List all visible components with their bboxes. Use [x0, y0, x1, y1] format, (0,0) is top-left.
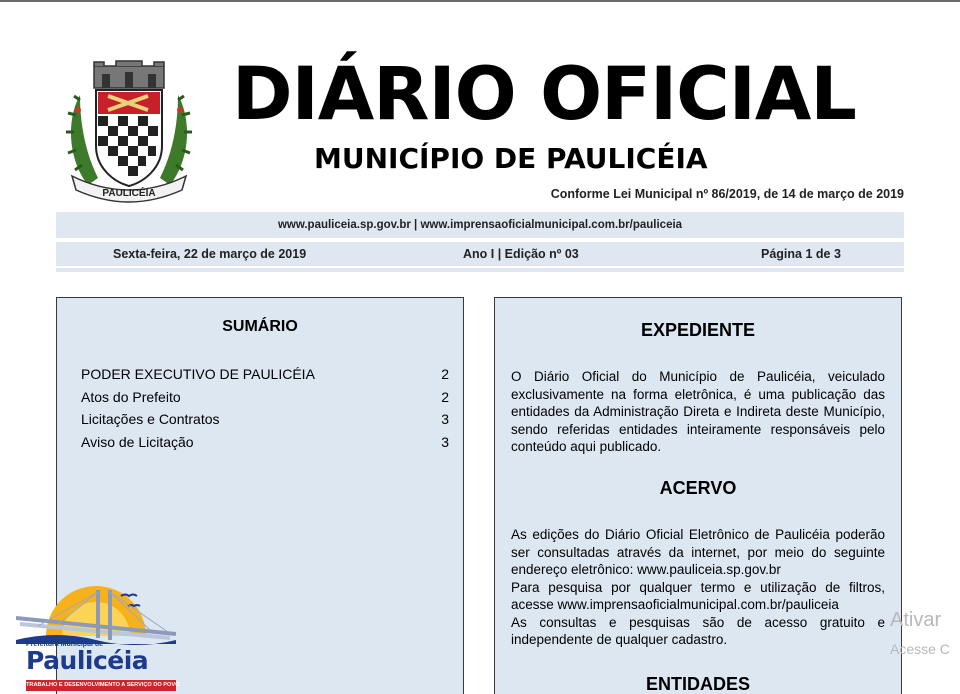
info-box: [494, 297, 902, 694]
expediente-text: O Diário Oficial do Município de Paulicéia, veiculado exclusivamente na forma eletrônica, é uma publicação das entidades da Administração Direta e Indireta deste Município, sendo referidas entidades inteiramente responsáveis pelo conteúdo aqui publicado.: [511, 369, 885, 454]
band-divider: [56, 268, 904, 272]
summary-item[interactable]: Aviso de Licitação 3: [81, 434, 449, 451]
law-reference: Conforme Lei Municipal nº 86/2019, de 14 de março de 2019: [550, 187, 904, 201]
expediente-title: EXPEDIENTE: [640, 320, 756, 340]
svg-text:PAULICÉIA: PAULICÉIA: [102, 188, 156, 199]
logo-slogan: TRABALHO E DESENVOLVIMENTO A SERVIÇO DO POVO: [26, 680, 176, 691]
page-count: Página 1 de 3: [761, 247, 841, 261]
edition-date: Sexta-feira, 22 de março de 2019: [113, 247, 307, 261]
top-rule: [0, 0, 960, 2]
url-band: www.pauliceia.sp.gov.br | www.imprensaoficialmunicipal.com.br/pauliceia: [56, 212, 904, 238]
municipal-logo-icon: [16, 576, 176, 694]
summary-item[interactable]: Licitações e Contratos 3: [81, 411, 449, 428]
entidades-title: ENTIDADES: [645, 674, 750, 694]
page-subtitle: MUNICÍPIO DE PAULICÉIA: [314, 142, 708, 175]
summary-item[interactable]: Atos do Prefeito 2: [81, 388, 449, 405]
acervo-title: ACERVO: [659, 478, 737, 498]
logo-prefeitura-text: Prefeitura Municipal de: [26, 641, 104, 648]
acervo-text: As edições do Diário Oficial Eletrônico de Paulicéia poderão ser consultadas através da internet, por meio do seguinte endereço eletrônico: www.pauliceia.sp.gov.br Para pesquisa por qualquer termo e utilização de filtros, acesse www.imprensaoficialmunicipal.com.br/pauliceia As consultas e pesquisas são de acesso gratuito e independente de qualquer cadastro.: [511, 527, 885, 647]
page-title: DIÁRIO OFICIAL: [232, 52, 856, 137]
summary-item[interactable]: PODER EXECUTIVO DE PAULICÉIA 2: [81, 366, 449, 382]
coat-of-arms-icon: [58, 60, 200, 205]
summary-list: [81, 363, 449, 454]
activation-watermark-sub: Acesse C: [890, 641, 950, 657]
edition-number: Ano I | Edição nº 03: [463, 247, 579, 261]
summary-title: SUMÁRIO: [222, 318, 298, 335]
logo-name: Paulicéia: [26, 646, 149, 675]
activation-watermark: Ativar: [890, 609, 942, 631]
edition-band: [56, 242, 904, 266]
